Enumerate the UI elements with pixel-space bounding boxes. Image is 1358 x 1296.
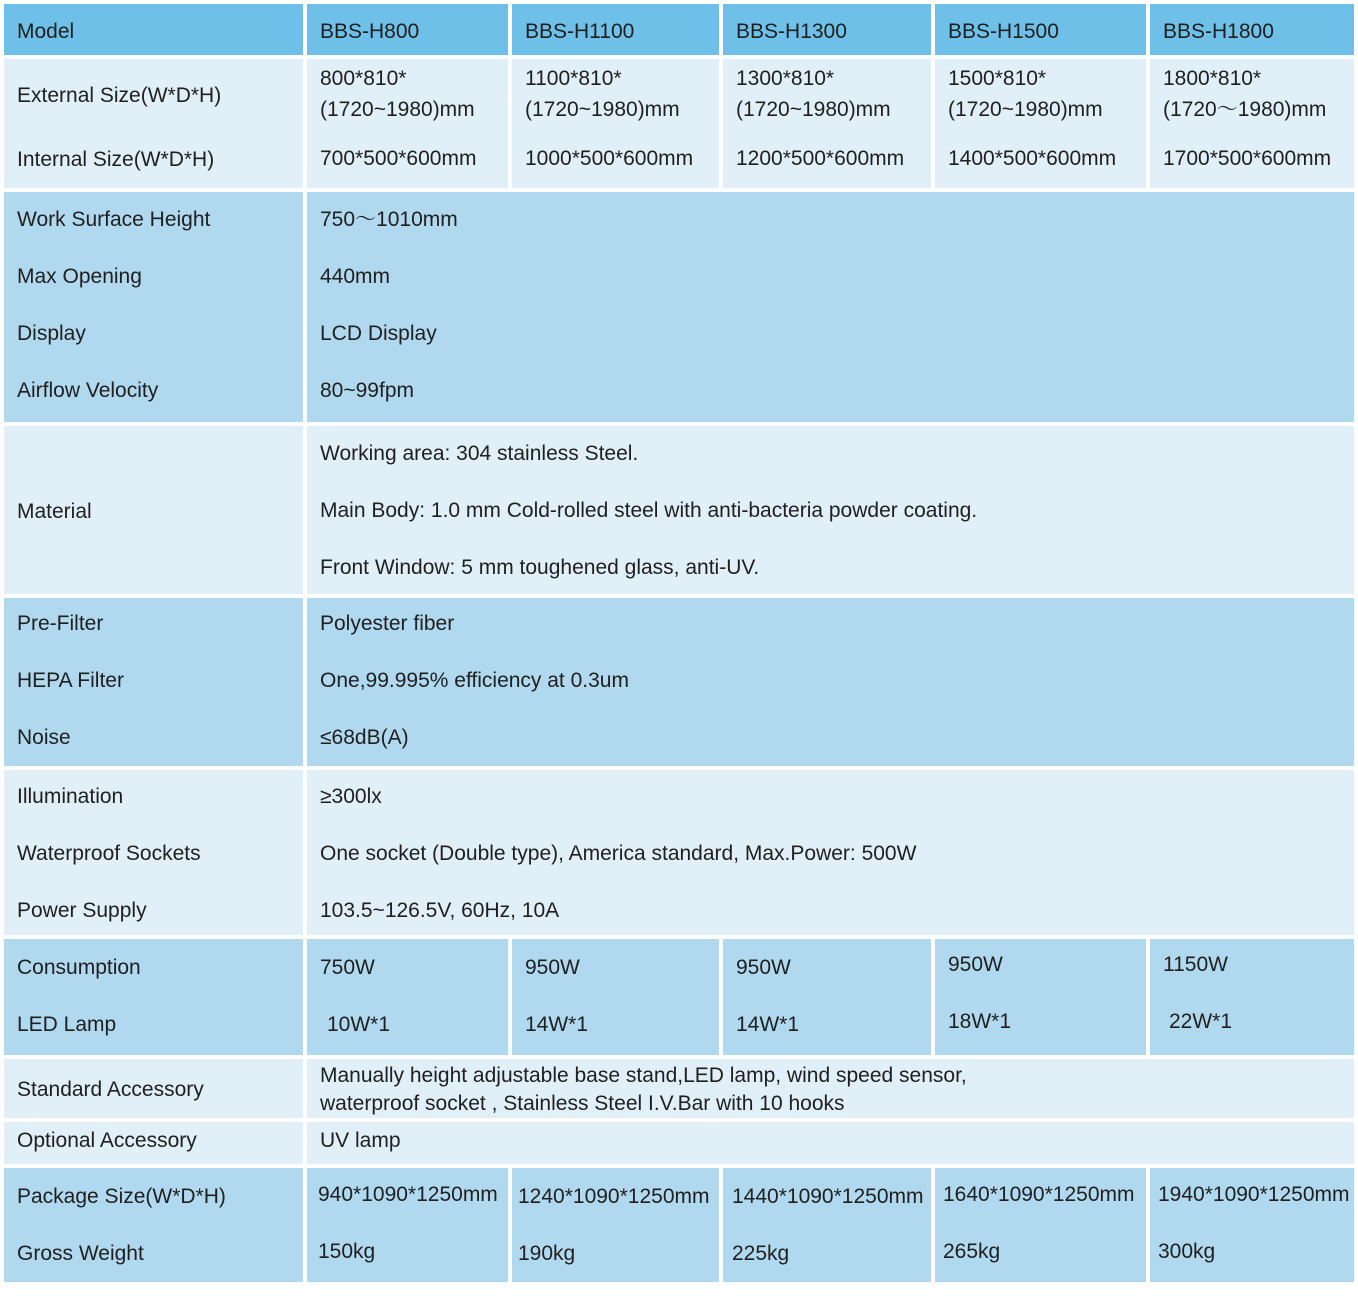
work-surface-height-value: 750〜1010mm	[320, 208, 458, 231]
led-lamp-value: 14W*1	[736, 1013, 800, 1036]
power-label-cell	[4, 939, 307, 1059]
electrical-value-cell	[307, 770, 1354, 939]
package-cell	[512, 1168, 723, 1286]
package-label-cell	[4, 1168, 307, 1286]
model-header: BBS-H1500	[935, 4, 1150, 59]
material-working-area: Working area: 304 stainless Steel.	[320, 442, 639, 465]
model-header: BBS-H1800	[1150, 4, 1354, 59]
package-size-value: 1240*1090*1250mm	[518, 1185, 710, 1208]
power-cell	[307, 939, 512, 1059]
hepa-filter-label: HEPA Filter	[17, 669, 124, 692]
package-size-value: 1440*1090*1250mm	[732, 1185, 924, 1208]
size-cell	[723, 59, 935, 192]
package-cell	[935, 1168, 1150, 1286]
noise-label: Noise	[17, 726, 71, 749]
power-supply-value: 103.5~126.5V, 60Hz, 10A	[320, 899, 560, 922]
led-lamp-value: 22W*1	[1169, 1010, 1233, 1033]
spec-group-package	[4, 1168, 1354, 1286]
internal-size: 1000*500*600mm	[525, 147, 694, 170]
consumption-value: 950W	[525, 956, 580, 979]
size-label-cell	[4, 59, 307, 192]
airflow-velocity-label: Airflow Velocity	[17, 379, 159, 402]
power-cell	[512, 939, 723, 1059]
internal-size-label: Internal Size(W*D*H)	[17, 148, 215, 171]
consumption-value: 750W	[320, 956, 375, 979]
spec-table	[4, 4, 1354, 1286]
header-row	[4, 4, 1354, 59]
internal-size: 700*500*600mm	[320, 147, 477, 170]
optional-accessory-value: UV lamp	[307, 1122, 1354, 1168]
standard-accessory-line2: waterproof socket , Stainless Steel I.V.Bar with 10 hooks	[320, 1092, 845, 1115]
display-value: LCD Display	[320, 322, 437, 345]
power-supply-label: Power Supply	[17, 899, 147, 922]
max-opening-value: 440mm	[320, 265, 391, 288]
package-size-value: 1940*1090*1250mm	[1158, 1183, 1350, 1206]
external-size-line2: (1720~1980)mm	[320, 98, 475, 121]
spec-group-filters	[4, 598, 1354, 770]
display-label: Display	[17, 322, 86, 345]
package-size-value: 940*1090*1250mm	[318, 1183, 498, 1206]
package-size-value: 1640*1090*1250mm	[943, 1183, 1135, 1206]
spec-group-power	[4, 939, 1354, 1059]
model-header: BBS-H1100	[512, 4, 723, 59]
size-row	[4, 59, 1354, 192]
external-size-line2: (1720~1980)mm	[948, 98, 1103, 121]
material-front-window: Front Window: 5 mm toughened glass, anti-UV.	[320, 556, 760, 579]
general-label-cell	[4, 192, 307, 426]
size-cell	[307, 59, 512, 192]
pre-filter-value: Polyester fiber	[320, 612, 455, 635]
work-surface-height-label: Work Surface Height	[17, 208, 211, 231]
waterproof-sockets-label: Waterproof Sockets	[17, 842, 201, 865]
external-size-line1: 1100*810*	[525, 67, 622, 90]
consumption-value: 1150W	[1163, 953, 1228, 976]
airflow-velocity-value: 80~99fpm	[320, 379, 414, 402]
illumination-value: ≥300lx	[320, 785, 382, 808]
package-cell	[307, 1168, 512, 1286]
standard-accessory-value-cell	[307, 1059, 1354, 1122]
external-size-line2: (1720~1980)mm	[736, 98, 891, 121]
internal-size: 1400*500*600mm	[948, 147, 1117, 170]
consumption-label: Consumption	[17, 956, 141, 979]
material-label: Material	[17, 500, 92, 523]
power-cell	[723, 939, 935, 1059]
size-cell	[512, 59, 723, 192]
optional-accessory-label: Optional Accessory	[4, 1122, 307, 1168]
waterproof-sockets-value: One socket (Double type), America standard, Max.Power: 500W	[320, 842, 917, 865]
general-value-cell	[307, 192, 1354, 426]
power-cell	[1150, 939, 1354, 1059]
external-size-line2: (1720〜1980)mm	[1163, 98, 1327, 121]
filters-label-cell	[4, 598, 307, 770]
material-label-cell	[4, 426, 307, 598]
package-size-label: Package Size(W*D*H)	[17, 1185, 226, 1208]
hepa-filter-value: One,99.995% efficiency at 0.3um	[320, 669, 629, 692]
size-cell	[935, 59, 1150, 192]
power-cell	[935, 939, 1150, 1059]
external-size-line1: 1500*810*	[948, 67, 1047, 90]
gross-weight-value: 265kg	[943, 1240, 1001, 1263]
external-size-label: External Size(W*D*H)	[17, 84, 222, 107]
consumption-value: 950W	[736, 956, 791, 979]
filters-value-cell	[307, 598, 1354, 770]
internal-size: 1700*500*600mm	[1163, 147, 1332, 170]
external-size-line1: 800*810*	[320, 67, 407, 90]
package-cell	[723, 1168, 935, 1286]
consumption-value: 950W	[948, 953, 1003, 976]
gross-weight-value: 225kg	[732, 1242, 790, 1265]
led-lamp-value: 18W*1	[948, 1010, 1012, 1033]
max-opening-label: Max Opening	[17, 265, 142, 288]
standard-accessory-label: Standard Accessory	[4, 1059, 307, 1122]
led-lamp-label: LED Lamp	[17, 1013, 117, 1036]
internal-size: 1200*500*600mm	[736, 147, 905, 170]
material-value-cell	[307, 426, 1354, 598]
optional-accessory-row	[4, 1122, 1354, 1168]
spec-group-electrical	[4, 770, 1354, 939]
header-label: Model	[4, 4, 307, 59]
standard-accessory-line1: Manually height adjustable base stand,LED lamp, wind speed sensor,	[320, 1064, 967, 1087]
standard-accessory-row	[4, 1059, 1354, 1122]
gross-weight-label: Gross Weight	[17, 1242, 144, 1265]
spec-group-general	[4, 192, 1354, 426]
gross-weight-value: 150kg	[318, 1240, 376, 1263]
led-lamp-value: 10W*1	[327, 1013, 391, 1036]
model-header: BBS-H1300	[723, 4, 935, 59]
gross-weight-value: 190kg	[518, 1242, 576, 1265]
electrical-label-cell	[4, 770, 307, 939]
illumination-label: Illumination	[17, 785, 124, 808]
noise-value: ≤68dB(A)	[320, 726, 409, 749]
package-cell	[1150, 1168, 1354, 1286]
spec-group-material	[4, 426, 1354, 598]
material-main-body: Main Body: 1.0 mm Cold-rolled steel with anti-bacteria powder coating.	[320, 499, 978, 522]
external-size-line2: (1720~1980)mm	[525, 98, 680, 121]
model-header: BBS-H800	[307, 4, 512, 59]
gross-weight-value: 300kg	[1158, 1240, 1216, 1263]
pre-filter-label: Pre-Filter	[17, 612, 104, 635]
size-cell	[1150, 59, 1354, 192]
external-size-line1: 1800*810*	[1163, 67, 1262, 90]
external-size-line1: 1300*810*	[736, 67, 835, 90]
led-lamp-value: 14W*1	[525, 1013, 589, 1036]
